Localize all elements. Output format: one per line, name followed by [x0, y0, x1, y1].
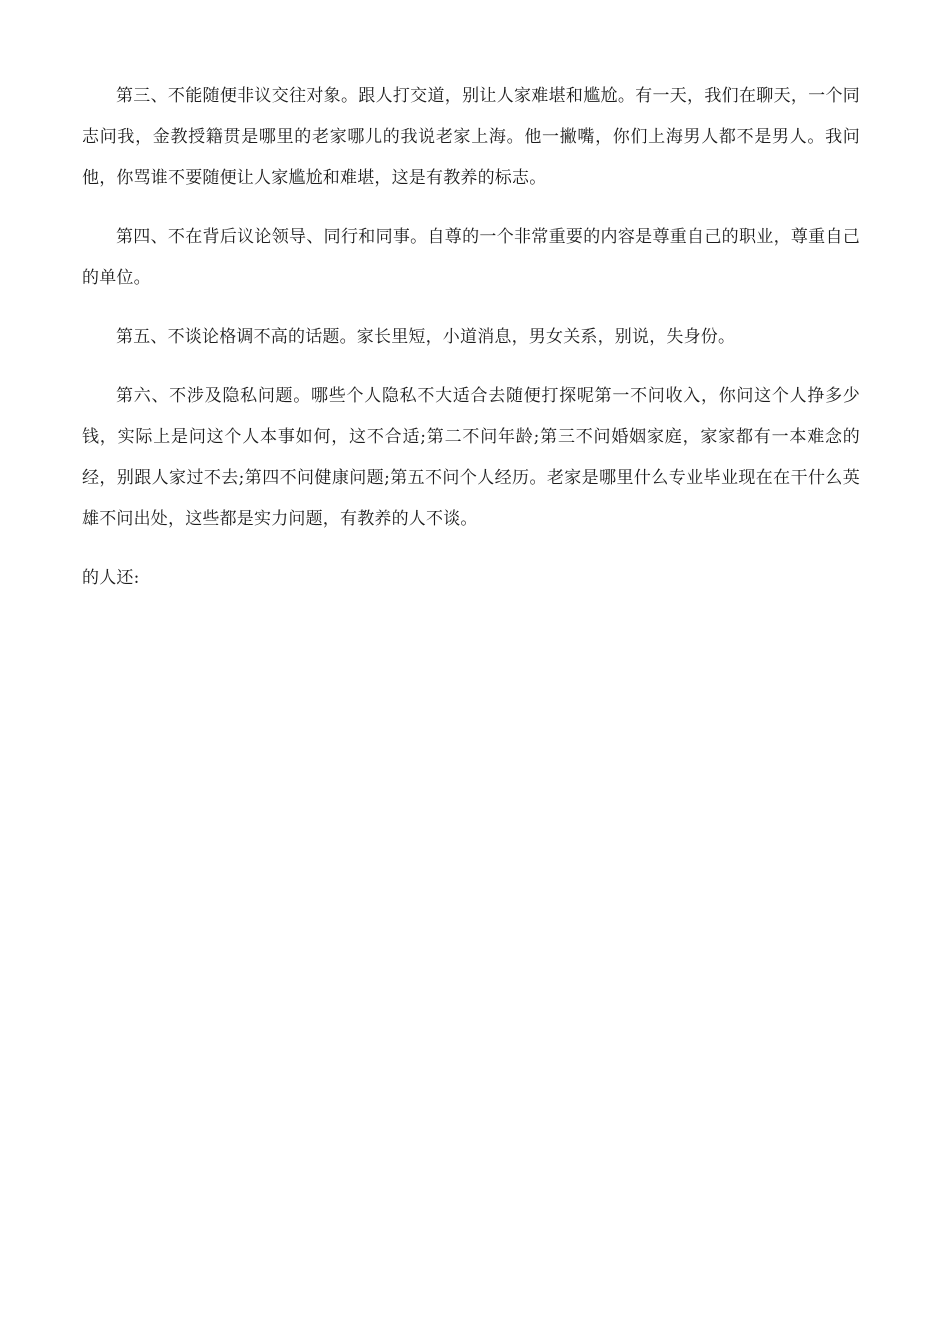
paragraph-fifth-rule: 第五、不谈论格调不高的话题。家长里短，小道消息，男女关系，别说，失身份。	[116, 327, 736, 347]
document-body	[82, 76, 860, 617]
paragraph-trailing-fragment: 的人还:	[82, 568, 140, 588]
paragraph-sixth-rule: 第六、不涉及隐私问题。哪些个人隐私不大适合去随便打探呢第一不问收入，你问这个人挣多少钱，实际上是问这个人本事如何，这不合适;第二不问年龄;第三不问婚姻家庭，家家都有一本难念的经，别跟人家过不去;第四不问健康问题;第五不问个人经历。老家是哪里什么专业毕业现在在干什么英雄不问出处，这些都是实力问题，有教养的人不谈。	[82, 386, 860, 529]
paragraph-fourth-rule: 第四、不在背后议论领导、同行和同事。自尊的一个非常重要的内容是尊重自己的职业，尊重自己的单位。	[82, 227, 860, 288]
paragraph-third-rule: 第三、不能随便非议交往对象。跟人打交道，别让人家难堪和尴尬。有一天，我们在聊天，一个同志问我，金教授籍贯是哪里的老家哪儿的我说老家上海。他一撇嘴，你们上海男人都不是男人。我问他，你骂谁不要随便让人家尴尬和难堪，这是有教养的标志。	[82, 86, 860, 188]
